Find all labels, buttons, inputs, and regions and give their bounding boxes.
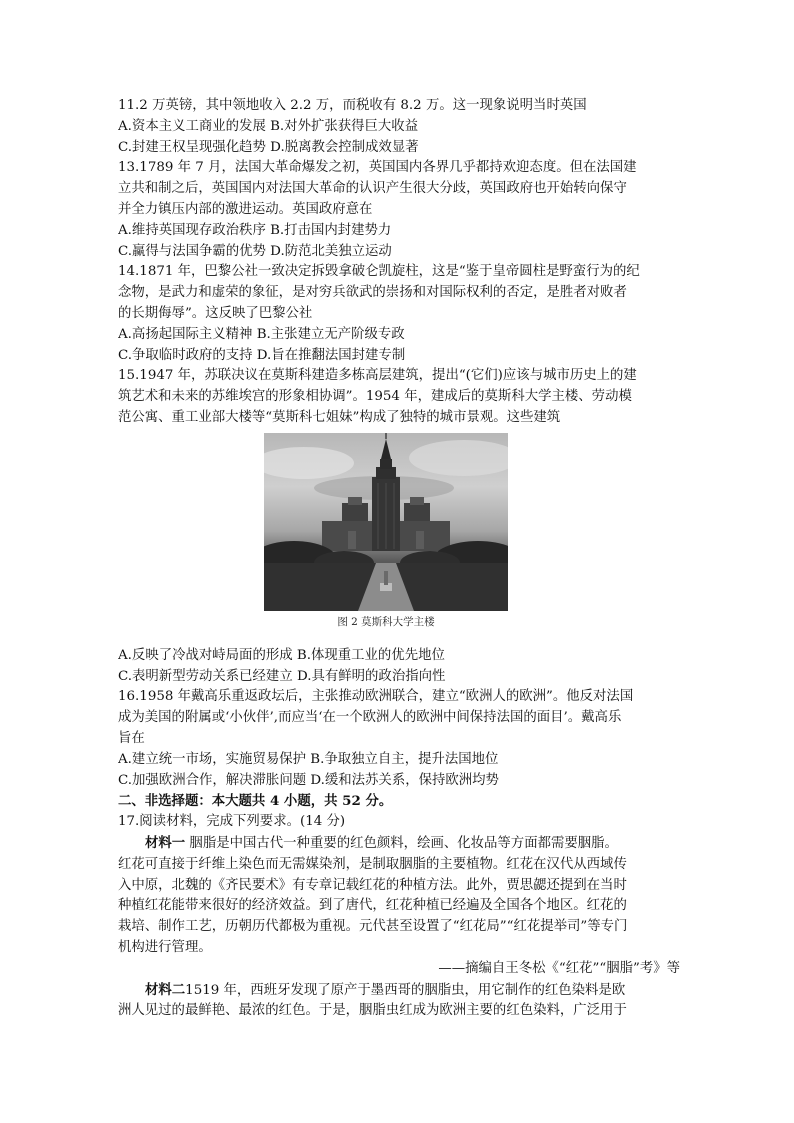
text-line: 洲人见过的最鲜艳、最浓的红色。于是，胭脂虫红成为欧洲主要的红色染料，广泛用于 <box>118 1003 627 1019</box>
option-line: A.高扬起国际主义精神 B.主张建立无产阶级专政 <box>118 326 405 342</box>
text-line: 范公寓、重工业部大楼等“莫斯科七姐妹”构成了独特的城市景观。这些建筑 <box>118 409 561 425</box>
text-line: 成为美国的附属或‘小伙伴’,而应当‘在一个欧洲人的欧洲中间保持法国的面目’。戴高乐 <box>118 710 622 726</box>
option-line: A.资本主义工商业的发展 B.对外扩张获得巨大收益 <box>118 118 419 134</box>
option-line: A.反映了冷战对峙局面的形成 B.体现重工业的优先地位 <box>118 647 445 663</box>
figure-caption: 图 2 莫斯科大学主楼 <box>337 615 435 628</box>
text-line: 机构进行管理。 <box>118 939 212 955</box>
text-line: 种植红花能带来很好的经济效益。到了唐代，红花种植已经遍及全国各个地区。红花的 <box>118 898 627 914</box>
material-1-label: 材料一 <box>145 834 186 851</box>
material-1 <box>118 833 684 855</box>
text-line: 立共和制之后，英国国内对法国大革命的认识产生很大分歧，英国政府也开始转向保守 <box>118 181 627 197</box>
building-illustration <box>264 433 508 611</box>
figure-moscow-university <box>118 433 684 643</box>
option-line: C.争取临时政府的支持 D.旨在推翻法国封建专制 <box>118 347 406 363</box>
text-line: 11.2 万英镑，其中领地收入 2.2 万，而税收有 8.2 万。这一现象说明当时英国 <box>118 98 587 113</box>
question-14: 14.1871 年，巴黎公社一致决定拆毁拿破仑凯旋柱，这是“鉴于皇帝圆柱是野蛮行为的纪 <box>118 264 640 280</box>
text-line: 红花可直接于纤维上染色而无需媒染剂，是制取胭脂的主要植物。红花在汉代从西域传 <box>118 856 627 872</box>
section-heading: 二、非选择题：本大题共 4 小题，共 52 分。 <box>118 793 393 810</box>
material-2-label: 材料二 <box>145 981 186 998</box>
text-line: 旨在 <box>118 730 145 746</box>
option-line: A.建立统一市场，实施贸易保护 B.争取独立自主，提升法国地位 <box>118 751 499 767</box>
text-line: 筑艺术和未来的苏维埃宫的形象相协调”。1954 年，建成后的莫斯科大学主楼、劳动模 <box>118 389 632 405</box>
option-line: C.封建王权呈现强化趋势 D.脱离教会控制成效显著 <box>118 139 419 155</box>
material-1-text: 胭脂是中国古代一种重要的红色颜料，绘画、化妆品等方面都需要胭脂。 <box>185 835 618 851</box>
text-line: 入中原，北魏的《齐民要术》有专章记载红花的种植方法。此外，贾思勰还提到在当时 <box>118 877 627 893</box>
option-line: C.表明新型劳动关系已经建立 D.具有鲜明的政治指向性 <box>118 668 446 684</box>
page-content <box>118 96 684 1022</box>
option-line: A.维持英国现存政治秩序 B.打击国内封建势力 <box>118 222 392 238</box>
question-15: 15.1947 年，苏联决议在莫斯科建造多栋高层建筑，提出“(它们)应该与城市历史上的建 <box>118 368 637 384</box>
material-2-text: 1519 年，西班牙发现了原产于墨西哥的胭脂虫，用它制作的红色染料是欧 <box>185 982 626 998</box>
text-line: 并全力镇压内部的激进运动。英国政府意在 <box>118 201 373 217</box>
question-13: 13.1789 年 7 月，法国大革命爆发之初，英国国内各界几乎都持欢迎态度。但在法国建 <box>118 160 637 176</box>
option-line: C.加强欧洲合作，解决滞胀问题 D.缓和法苏关系，保持欧洲均势 <box>118 772 499 788</box>
material-2 <box>118 980 684 1002</box>
text-line: 念物，是武力和虚荣的象征，是对穷兵欲武的崇扬和对国际权利的否定，是胜者对败者 <box>118 285 627 301</box>
text-line: 栽培、制作工艺，历朝历代都极为重视。元代甚至设置了“红花局”“红花提举司”等专门 <box>118 919 628 935</box>
source-citation: ——摘编自王冬松《“红花”“胭脂”考》等 <box>438 960 680 976</box>
option-line: C.赢得与法国争霸的优势 D.防范北美独立运动 <box>118 243 392 259</box>
question-16: 16.1958 年戴高乐重返政坛后，主张推动欧洲联合，建立“欧洲人的欧洲”。他反对法国 <box>118 689 634 705</box>
text-line: 的长期侮辱”。这反映了巴黎公社 <box>118 305 313 321</box>
building-photo <box>264 433 508 611</box>
question-17: 17.阅读材料，完成下列要求。(14 分) <box>118 814 346 830</box>
